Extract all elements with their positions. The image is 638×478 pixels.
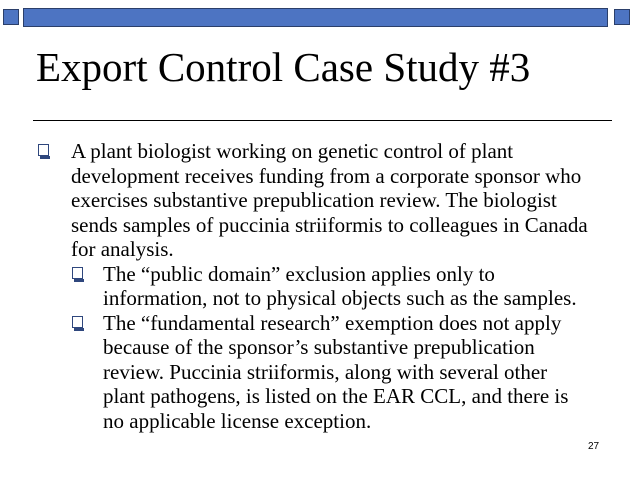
corner-square-left: [3, 9, 19, 25]
bullet-text-line: development receives funding from a corporate sponsor who: [71, 163, 582, 188]
sub-bullet-text-line: plant pathogens, is listed on the EAR CCL, and there is: [103, 384, 569, 408]
bullet-list: [0, 139, 638, 433]
square-bullet-icon: [72, 267, 83, 279]
slide-title: Export Control Case Study #3: [36, 44, 531, 90]
bullet-text-line: sends samples of puccinia striiformis to colleagues in Canada: [71, 212, 588, 237]
corner-square-right: [614, 9, 630, 25]
square-bullet-icon: [72, 316, 83, 328]
sub-bullet-text-line: information, not to physical objects such as the samples.: [103, 286, 577, 310]
square-bullet-icon: [38, 144, 49, 156]
slide-number: 27: [588, 441, 600, 452]
sub-bullet-text-line: no applicable license exception.: [103, 408, 372, 433]
bullet-text-line: exercises substantive prepublication review. The biologist: [71, 188, 557, 212]
sub-bullet-item-2: [0, 311, 638, 434]
sub-bullet-text-line: The “public domain” exclusion applies only to: [103, 261, 495, 286]
header-accent-bar: [23, 8, 608, 27]
bullet-item-1: [0, 139, 638, 262]
sub-bullet-text-line: because of the sponsor’s substantive prepublication: [103, 335, 535, 359]
bullet-text-line: for analysis.: [71, 237, 174, 261]
sub-bullet-text-line: review. Puccinia striiformis, along with several other: [103, 359, 548, 384]
sub-bullet-item-1: [0, 262, 638, 311]
bullet-text-line: A plant biologist working on genetic control of plant: [71, 139, 514, 163]
sub-bullet-text-line: The “fundamental research” exemption does not apply: [103, 310, 562, 335]
title-divider: [33, 120, 612, 121]
